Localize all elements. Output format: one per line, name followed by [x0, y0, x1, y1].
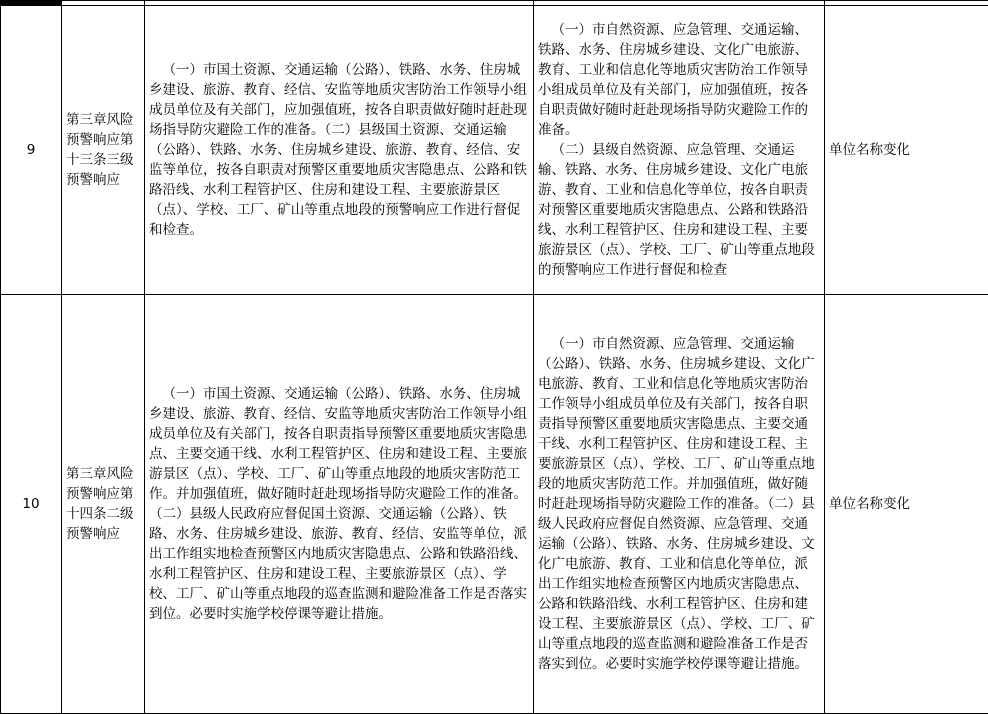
revised-text-body: （一）市自然资源、应急管理、交通运输（公路）、铁路、水务、住房城乡建设、文化广电旅游、教育、工业和信息化等地质灾害防治工作领导小组成员单位及有关部门，按各自职责指导预警区重要地质灾害隐患点、主要交通干线、水利工程管护区、住房和建设工程、主要旅游景区（点）、学校、工厂、矿山等重点地段的地质灾害防范工作。并加强值班，做好随时赶赴现场指导防灾避险工作的准备。（二）县级人民政府应督促自然资源、应急管理、交通运输（公路）、铁路、水务、住房城乡建设、文化广电旅游、教育、工业和信息化等单位，派出工作组实地检查预警区内地质灾害隐患点、公路和铁路沿线、水利工程管护区、住房和建设工程、主要旅游景区（点）、学校、工厂、矿山等重点地段的巡查监测和避险准备工作是否落实到位。必要时实施学校停课等避让措施。: [538, 336, 815, 672]
original-text: [145, 6, 534, 295]
original-text: [145, 295, 534, 714]
table-row: [1, 295, 988, 714]
row-number: 10: [1, 295, 62, 714]
original-text-body: （一）市国土资源、交通运输（公路）、铁路、水务、住房城乡建设、旅游、教育、经信、安监等地质灾害防治工作领导小组成员单位及有关部门，应加强值班，按各自职责做好随时赶赴现场指导防灾避险工作的准备。（二）县级国土资源、交通运输（公路）、铁路、水务、住房城乡建设、旅游、教育、经信、安监等单位，按各自职责对预警区重要地质灾害隐患点、公路和铁路沿线、水利工程管护区、住房和建设工程、主要旅游景区（点）、学校、工厂、矿山等重点地段的预警响应工作进行督促和检查。: [149, 62, 527, 238]
change-note: 单位名称变化: [825, 6, 988, 295]
chapter-title: 第三章风险预警响应第十四条二级预警响应: [62, 295, 145, 714]
revised-text: [534, 295, 825, 714]
revised-text-paragraph-1: （一）市自然资源、应急管理、交通运输、铁路、水务、住房城乡建设、文化广电旅游、教育、工业和信息化等地质灾害防治工作领导小组成员单位及有关部门，应加强值班，按各自职责做好随时赶赴现场指导防灾避险工作的准备。: [538, 22, 808, 138]
row-number: 9: [1, 6, 62, 295]
revised-text: [534, 6, 825, 295]
change-note: 单位名称变化: [825, 295, 988, 714]
table-row: [1, 6, 988, 295]
revised-text-paragraph-2: （二）县级自然资源、应急管理、交通运输、铁路、水务、住房城乡建设、文化广电旅游、教育、工业和信息化等单位，按各自职责对预警区重要地质灾害隐患点、公路和铁路沿线、水利工程管护区、住房和建设工程、主要旅游景区（点）、学校、工厂、矿山等重点地段的预警响应工作进行督促和检查: [538, 142, 815, 278]
chapter-title: 第三章风险预警响应第十三条三级预警响应: [62, 6, 145, 295]
original-text-body: （一）市国土资源、交通运输（公路）、铁路、水务、住房城乡建设、旅游、教育、经信、安监等地质灾害防治工作领导小组成员单位及有关部门，按各自职责指导预警区重要地质灾害隐患点、主要交通干线、水利工程管护区、住房和建设工程、主要旅游景区（点）、学校、工厂、矿山等重点地段的地质灾害防范工作。并加强值班，做好随时赶赴现场指导防灾避险工作的准备。（二）县级人民政府应督促国土资源、交通运输（公路）、铁路、水务、住房城乡建设、旅游、教育、经信、安监等单位，派出工作组实地检查预警区内地质灾害隐患点、公路和铁路沿线、水利工程管护区、住房和建设工程、主要旅游景区（点）、学校、工厂、矿山等重点地段的巡查监测和避险准备工作是否落实到位。必要时实施学校停课等避让措施。: [149, 386, 527, 622]
